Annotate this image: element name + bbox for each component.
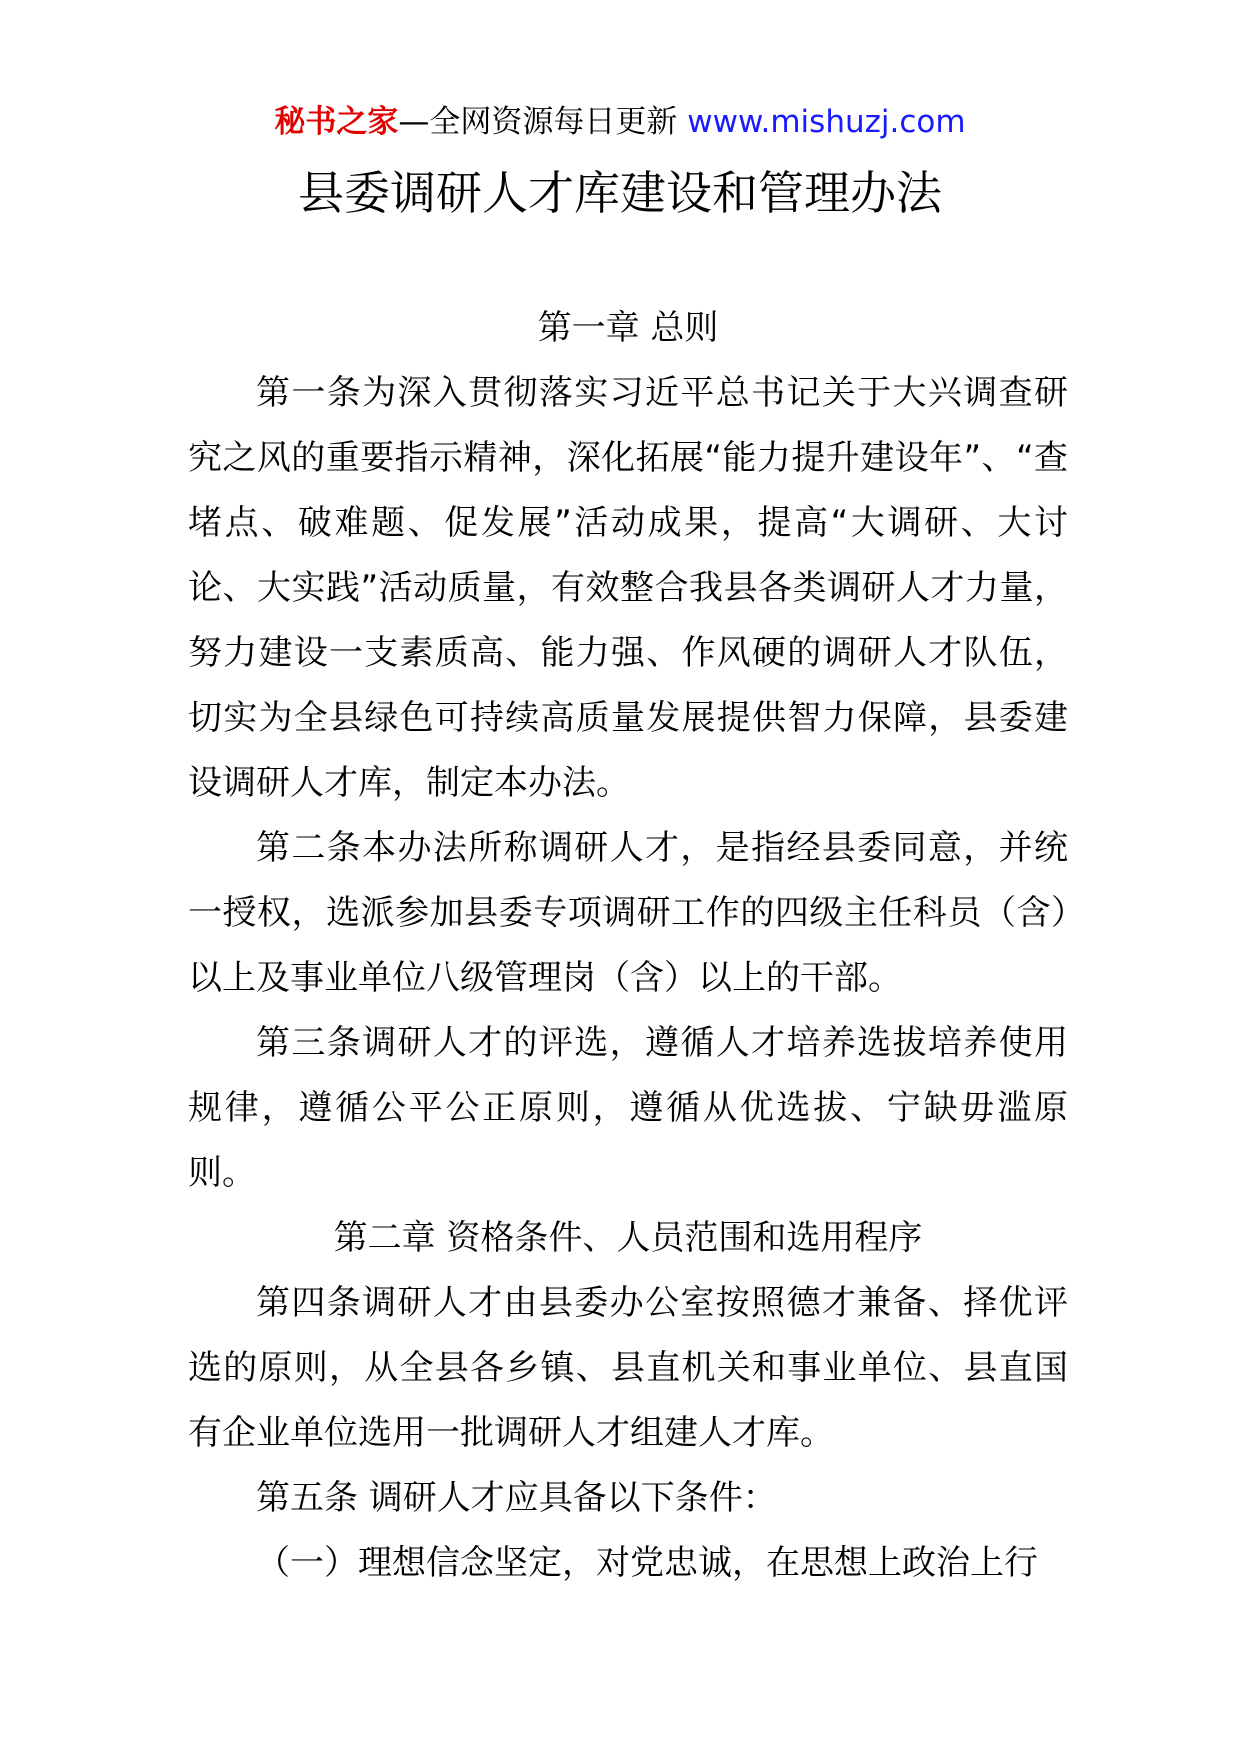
article-2: 第二条本办法所称调研人才，是指经县委同意，并统一授权，选派参加县委专项调研工作的四级主任科员（含）以上及事业单位八级管理岗（含）以上的干部。 xyxy=(188,828,1068,998)
site-header xyxy=(0,100,1240,144)
header-url-link[interactable]: www.mishuzj.com xyxy=(687,104,966,140)
article-1: 第一条为深入贯彻落实习近平总书记关于大兴调查研究之风的重要指示精神，深化拓展“能力提升建设年”、“查堵点、破难题、促发展”活动成果，提高“大调研、大讨论、大实践”活动质量，有效整合我县各类调研人才力量，努力建设一支素质高、能力强、作风硬的调研人才队伍，切实为全县绿色可持续高质量发展提供智力保障，县委建设调研人才库，制定本办法。 xyxy=(188,373,1068,803)
document-body xyxy=(188,296,1068,1596)
header-slogan: —全网资源每日更新 xyxy=(398,104,688,140)
article-3: 第三条调研人才的评选，遵循人才培养选拔培养使用规律，遵循公平公正原则，遵循从优选拔、宁缺毋滥原则。 xyxy=(188,1023,1068,1193)
chapter-2-heading: 第二章 资格条件、人员范围和选用程序 xyxy=(333,1218,923,1258)
article-4: 第四条调研人才由县委办公室按照德才兼备、择优评选的原则，从全县各乡镇、县直机关和事业单位、县直国有企业单位选用一批调研人才组建人才库。 xyxy=(188,1283,1068,1453)
article-5-item-1: （一）理想信念坚定，对党忠诚，在思想上政治上行 xyxy=(256,1543,1038,1583)
chapter-1-heading: 第一章 总则 xyxy=(537,308,719,348)
header-brand: 秘书之家 xyxy=(274,104,399,140)
document-title: 县委调研人才库建设和管理办法 xyxy=(298,166,942,220)
article-5: 第五条 调研人才应具备以下条件： xyxy=(256,1478,777,1518)
